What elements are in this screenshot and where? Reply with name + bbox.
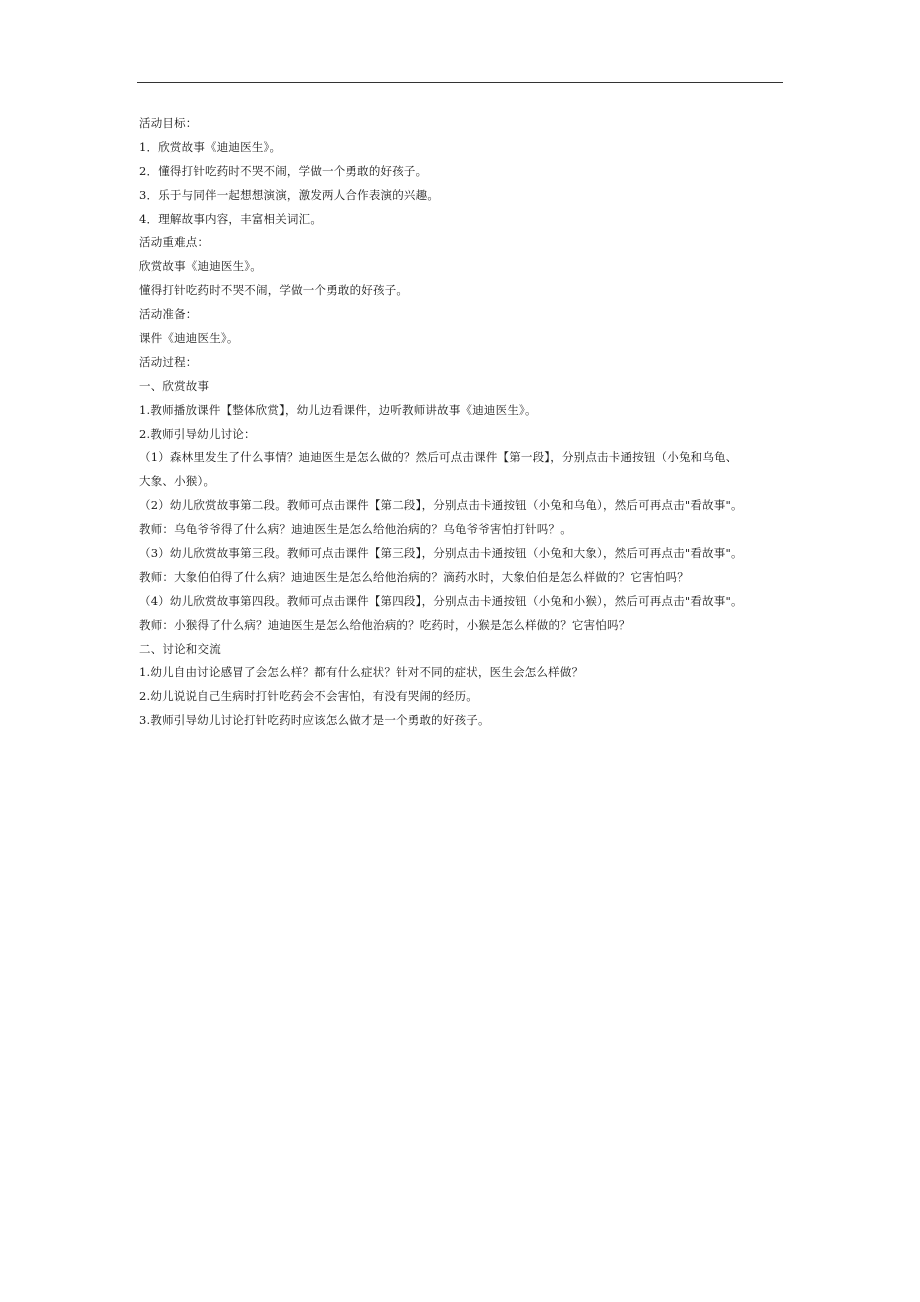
process-substep: （2）幼儿欣赏故事第二段。教师可点击课件【第二段】，分别点击卡通按钮（小兔和乌龟），然后可再点击"看故事"。 xyxy=(139,498,743,513)
discussion-item: 1.幼儿自由讨论感冒了会怎么样？都有什么症状？针对不同的症状，医生会怎么样做？ xyxy=(139,665,584,680)
process-step: 2.教师引导幼儿讨论： xyxy=(139,426,256,441)
goal-item: 1．欣赏故事《迪迪医生》。 xyxy=(139,139,282,154)
key-point-item: 懂得打针吃药时不哭不闹，学做一个勇敢的好孩子。 xyxy=(139,283,409,298)
key-point-item: 欣赏故事《迪迪医生》。 xyxy=(139,259,262,274)
process-substep: （1）森林里发生了什么事情？迪迪医生是怎么做的？然后可点击课件【第一段】，分别点击卡通按钮（小兔和乌龟、 xyxy=(139,450,738,465)
subsection-heading: 二、讨论和交流 xyxy=(139,641,221,656)
goal-item: 3．乐于与同伴一起想想演演，激发两人合作表演的兴趣。 xyxy=(139,187,440,202)
document-body xyxy=(139,112,789,733)
teacher-question: 教师：大象伯伯得了什么病？迪迪医生是怎么给他治病的？滴药水时，大象伯伯是怎么样做的？它害怕吗？ xyxy=(139,569,689,584)
discussion-item: 3.教师引导幼儿讨论打针吃药时应该怎么做才是一个勇敢的好孩子。 xyxy=(139,713,490,728)
process-substep: （3）幼儿欣赏故事第三段。教师可点击课件【第三段】，分别点击卡通按钮（小兔和大象），然后可再点击"看故事"。 xyxy=(139,546,743,561)
teacher-question: 教师：小猴得了什么病？迪迪医生是怎么给他治病的？吃药时，小猴是怎么样做的？它害怕吗？ xyxy=(139,617,631,632)
process-step: 1.教师播放课件【整体欣赏】，幼儿边看课件，边听教师讲故事《迪迪医生》。 xyxy=(139,402,537,417)
discussion-item: 2.幼儿说说自己生病时打针吃药会不会害怕，有没有哭闹的经历。 xyxy=(139,689,478,704)
section-heading-preparation: 活动准备： xyxy=(139,307,198,322)
section-heading-process: 活动过程： xyxy=(139,354,198,369)
section-heading-goals: 活动目标： xyxy=(139,116,198,130)
goal-item: 2．懂得打针吃药时不哭不闹，学做一个勇敢的好孩子。 xyxy=(139,163,428,178)
teacher-question: 教师：乌龟爷爷得了什么病？迪迪医生是怎么给他治病的？乌龟爷爷害怕打针吗？。 xyxy=(139,522,572,537)
process-substep-continued: 大象、小猴）。 xyxy=(139,474,216,489)
header-rule xyxy=(137,82,783,83)
preparation-item: 课件《迪迪医生》。 xyxy=(139,331,239,346)
section-heading-key-points: 活动重难点： xyxy=(139,235,210,250)
process-substep: （4）幼儿欣赏故事第四段。教师可点击课件【第四段】，分别点击卡通按钮（小兔和小猴），然后可再点击"看故事"。 xyxy=(139,593,743,608)
subsection-heading: 一、欣赏故事 xyxy=(139,378,210,393)
goal-item: 4．理解故事内容，丰富相关词汇。 xyxy=(139,211,323,226)
